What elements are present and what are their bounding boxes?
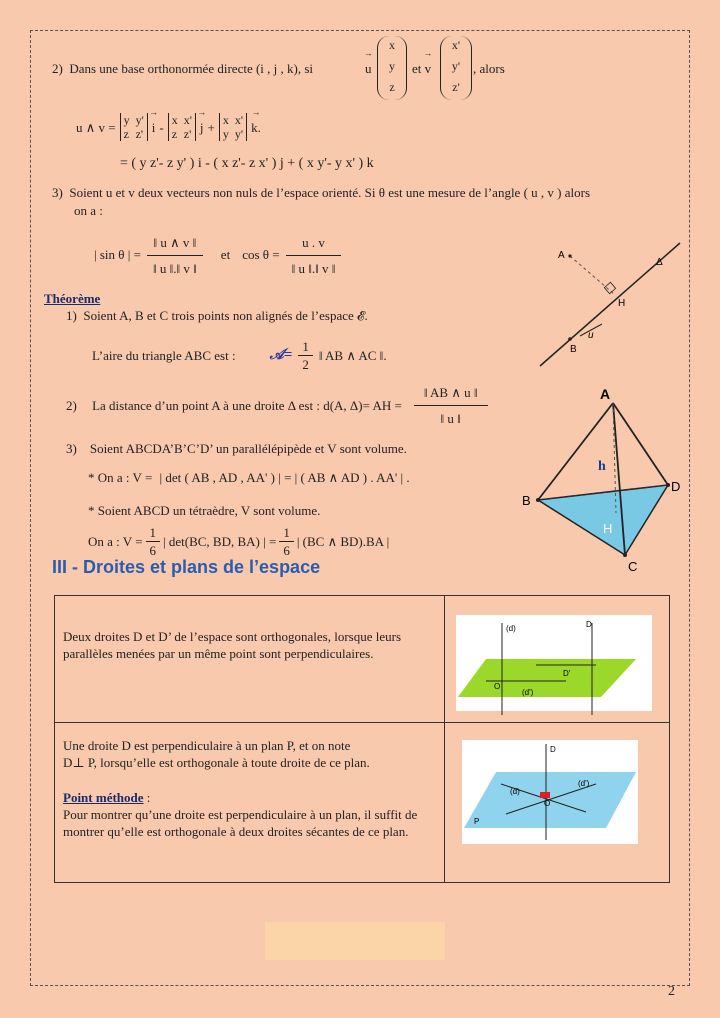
intersection-mark xyxy=(540,792,550,798)
label-d-plane: (d) xyxy=(510,787,520,796)
distance-figure xyxy=(530,238,690,370)
label-h-foot: H xyxy=(603,521,613,536)
v-x: x' xyxy=(451,38,461,52)
label-delta: Δ xyxy=(656,257,663,268)
k-vector: → k. xyxy=(251,119,261,136)
sin-denominator: ‖ u ‖.‖ v ‖ xyxy=(152,261,197,276)
tetrahedron-figure xyxy=(518,385,694,575)
label-dp-line: (d') xyxy=(522,688,534,697)
u-z: z xyxy=(389,80,395,94)
area-expression: ‖ AB ∧ AC ‖. xyxy=(318,348,387,363)
p3a-label: * On a : V = xyxy=(88,470,153,485)
u-x: x xyxy=(389,38,395,52)
m1-a: y xyxy=(123,113,130,127)
area-formula xyxy=(92,338,387,373)
p3b-expr2: | (BC ∧ BD).BA | xyxy=(296,534,390,549)
label-Dp-line: D' xyxy=(563,669,571,678)
row1-text-cell xyxy=(55,596,445,723)
vertex-b xyxy=(536,498,540,502)
sixth-fraction-1 xyxy=(146,524,161,559)
section-title: III - Droites et plans de l’espace xyxy=(52,557,321,577)
vertex-c xyxy=(623,553,627,557)
p3-text: Soient ABCDA’B’C’D’ un parallélépipède et V sont volume. xyxy=(89,441,407,456)
half-den: 2 xyxy=(302,357,309,372)
sixth2-den: 6 xyxy=(283,543,290,558)
minor-1 xyxy=(120,113,148,141)
expanded-formula: = ( y z'- z y' ) i - ( x z'- z x' ) j + ( x y'- y x' ) k xyxy=(120,156,374,171)
item2-number: 2) xyxy=(52,61,63,76)
m3-d: y' xyxy=(234,127,244,141)
cross-product-formula xyxy=(76,113,261,141)
label-o: O xyxy=(494,682,501,691)
u-coords xyxy=(377,36,407,100)
method-title: Point méthode xyxy=(63,790,144,805)
m1-b: y' xyxy=(135,113,144,127)
distance-denominator: ‖ u ‖ xyxy=(440,411,461,426)
row2-figure-cell xyxy=(445,723,670,883)
label-D-perp: D xyxy=(550,745,556,754)
sixth1-den: 6 xyxy=(149,543,157,558)
label-b: B xyxy=(570,344,577,355)
cos-numerator: u . v xyxy=(286,228,342,256)
perpendicular-line xyxy=(570,256,614,294)
volume-tetrahedron xyxy=(88,524,389,559)
sixth2-num: 1 xyxy=(279,524,294,542)
j-vector: → j xyxy=(200,119,204,136)
vertex-d xyxy=(666,483,670,487)
theorem-p3 xyxy=(66,440,407,457)
right-angle-mark xyxy=(604,282,615,293)
row1-figure-cell xyxy=(445,596,670,723)
perpendicular-definition-1: Une droite D est perpendiculaire à un plan P, et on note xyxy=(63,738,351,753)
tetrahedron-text: * Soient ABCD un tétraèdre, V sont volume. xyxy=(88,503,321,518)
p3b-expr1: | det(BC, BD, BA) | = xyxy=(163,534,277,549)
theorem-p2 xyxy=(66,380,488,431)
p1-text: Soient A, B et C trois points non alignés de l’espace 𝓔. xyxy=(83,308,368,323)
u-vector-label: → u xyxy=(365,60,372,77)
cos-fraction xyxy=(286,228,342,281)
area-text: L’aire du triangle ABC est : xyxy=(92,348,236,363)
point-b xyxy=(568,337,572,341)
sin-fraction xyxy=(147,228,203,281)
u-label xyxy=(365,60,372,77)
m2-a: x xyxy=(171,113,178,127)
edge-ab xyxy=(538,403,613,500)
label-b: B xyxy=(522,493,531,508)
sin-cos-formulas xyxy=(94,228,341,281)
v-vector-label: → v xyxy=(425,60,432,77)
minor-3 xyxy=(219,113,247,141)
p3b-lhs: On a : V = xyxy=(88,534,143,549)
label-d: D xyxy=(671,479,681,494)
plus-sign: + xyxy=(207,119,215,135)
label-p-plane: P xyxy=(474,817,480,826)
et-text: et xyxy=(412,61,422,76)
item2-text-a: Dans une base orthonormée directe ( xyxy=(69,61,261,76)
minor-2 xyxy=(168,113,196,141)
line-plane-figure xyxy=(446,724,668,854)
label-D-line: D xyxy=(586,620,592,629)
item2-text-b: ), si xyxy=(293,61,314,76)
point-a xyxy=(568,254,571,257)
page-number: 2 xyxy=(668,984,675,999)
p3a-expression: | det ( AB , AD , AA' ) | = | ( AB ∧ AD ) . AA' | . xyxy=(159,470,410,485)
label-d-line: (d) xyxy=(506,624,516,633)
edge-ad xyxy=(613,403,668,485)
definitions-table xyxy=(54,595,670,883)
u-y: y xyxy=(389,59,395,73)
half-fraction xyxy=(298,338,313,373)
theorem-p1 xyxy=(66,307,368,324)
orthogonal-lines-figure xyxy=(446,597,668,721)
label-h: H xyxy=(618,298,626,309)
base-face xyxy=(538,485,668,555)
m2-d: z' xyxy=(183,127,192,141)
label-o-plane: O xyxy=(544,799,551,808)
method-text: Pour montrer qu’une droite est perpendiculaire à un plan, il suffit de montrer qu’elle est orthogonale à deux droites sécantes de ce plan. xyxy=(63,807,418,839)
alors-text: , alors xyxy=(473,61,505,76)
basis-vectors: i , j , k xyxy=(260,61,294,76)
p2-number: 2) xyxy=(66,398,77,413)
m1-d: z' xyxy=(135,127,144,141)
v-y: y' xyxy=(451,59,461,73)
cos-lhs: cos θ = xyxy=(242,247,280,262)
v-coords xyxy=(440,36,472,100)
label-u: u xyxy=(588,330,594,341)
label-h-height: h xyxy=(598,459,606,474)
sin-numerator: ‖ u ∧ v ‖ xyxy=(147,228,203,256)
sixth-fraction-2 xyxy=(279,524,294,559)
half-num: 1 xyxy=(298,338,313,356)
m2-c: z xyxy=(171,127,178,141)
m3-b: x' xyxy=(234,113,244,127)
perpendicular-definition-2: D⊥ P, lorsqu’elle est orthogonale à toute droite de ce plan. xyxy=(63,755,370,770)
i-vector: → i xyxy=(152,119,156,136)
area-symbol: 𝒜= xyxy=(269,347,293,363)
sin-lhs: | sin θ | = xyxy=(94,247,141,262)
p2-text: La distance d’un point A à une droite Δ est : d(A, Δ)= AH = xyxy=(92,398,402,413)
minus-sign: - xyxy=(159,119,164,135)
item2-line xyxy=(52,60,313,77)
on-a-text: on a : xyxy=(74,203,103,218)
et-text-2: et xyxy=(220,247,231,262)
theorem-title: Théorème xyxy=(44,291,101,306)
sixth1-num: 1 xyxy=(146,524,161,542)
v-z: z' xyxy=(452,80,460,94)
p3-number: 3) xyxy=(66,441,77,456)
m3-a: x xyxy=(222,113,229,127)
label-dp-plane: (d') xyxy=(578,779,590,788)
label-a: A xyxy=(600,386,611,402)
cos-denominator: ‖ u ‖.‖ v ‖ xyxy=(291,261,336,276)
item3-number: 3) xyxy=(52,185,63,200)
label-c: C xyxy=(628,559,638,574)
item3-text xyxy=(52,184,682,201)
item3-sentence: Soient u et v deux vecteurs non nuls de l’espace orienté. Si θ est une mesure de l’angle ( u , v ) alors xyxy=(69,185,591,200)
highlight-sticker xyxy=(265,922,445,960)
volume-parallelepiped xyxy=(88,469,410,486)
orthogonal-lines-definition: Deux droites D et D’ de l’espace sont orthogonales, lorsque leurs parallèles menées par un même point sont perpendiculaires. xyxy=(63,629,402,661)
et-label xyxy=(412,60,431,77)
row2-text-cell xyxy=(55,723,445,883)
m1-c: z xyxy=(123,127,129,141)
cross-lhs: u ∧ v = xyxy=(76,119,116,135)
distance-fraction xyxy=(414,380,488,431)
p1-number: 1) xyxy=(66,308,77,323)
m2-b: x' xyxy=(183,113,192,127)
method-colon: : xyxy=(143,790,151,805)
m3-c: y xyxy=(222,127,229,141)
label-a: A xyxy=(558,250,565,261)
distance-numerator: ‖ AB ∧ u ‖ xyxy=(414,380,488,406)
